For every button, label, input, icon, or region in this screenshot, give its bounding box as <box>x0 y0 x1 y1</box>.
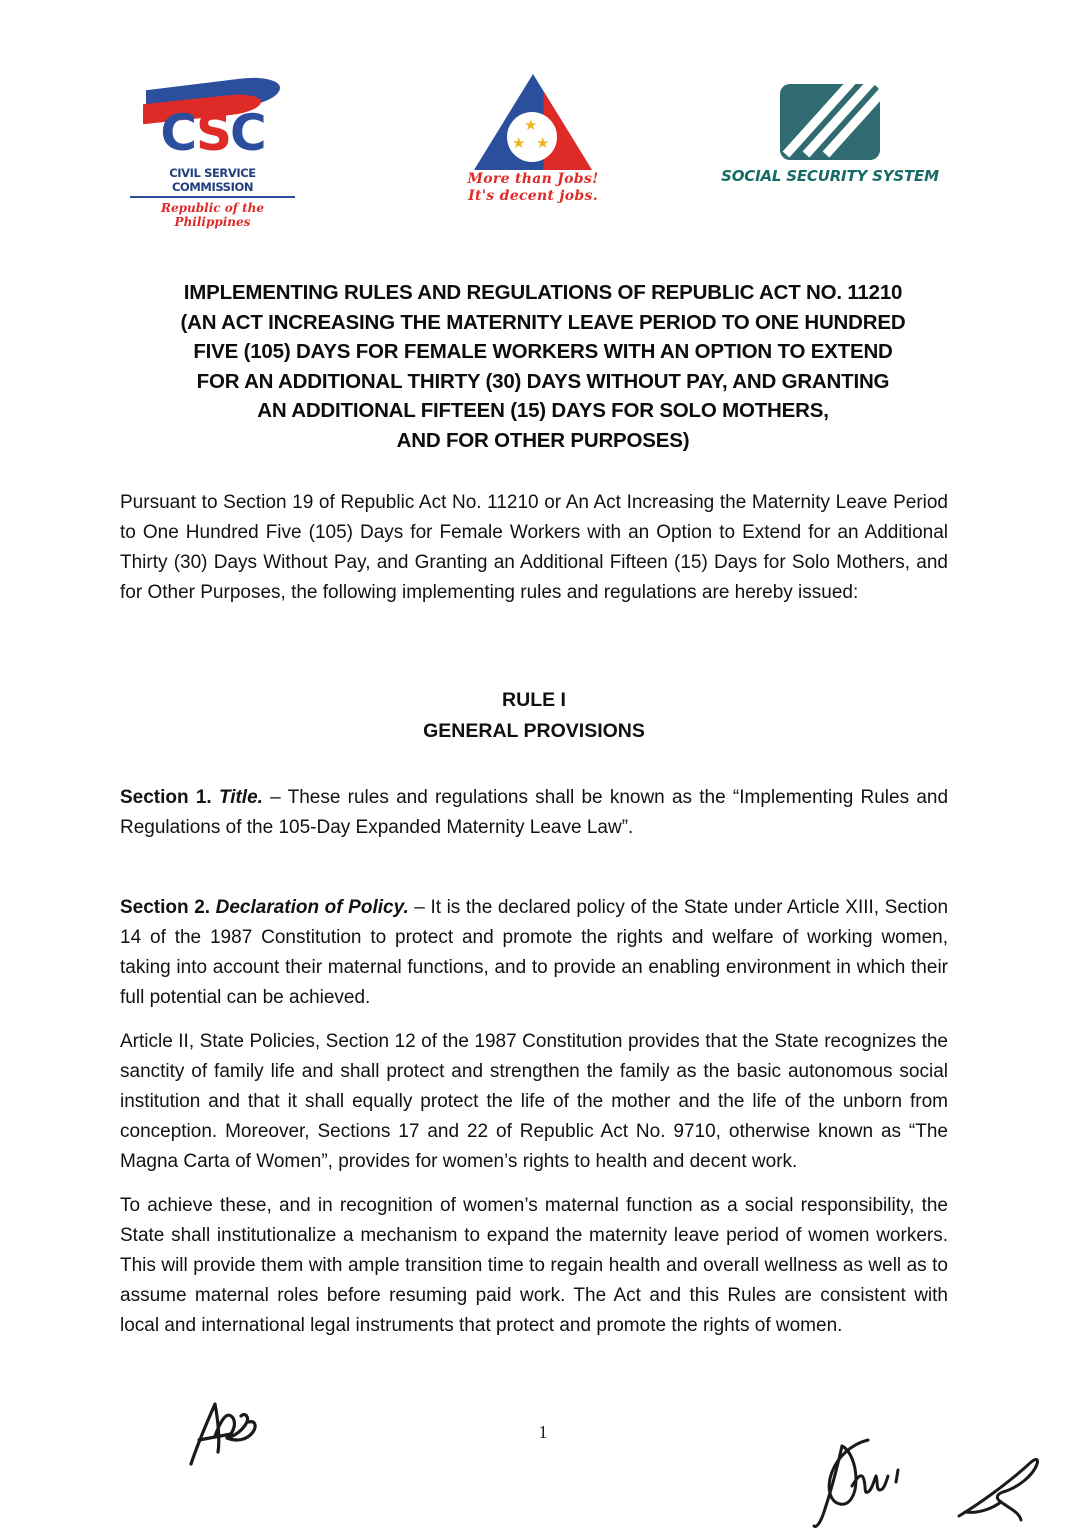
csc-monogram <box>143 106 283 160</box>
agency-logo-row <box>0 74 1086 229</box>
csc-republic-line: Republic of the Philippines <box>161 201 264 229</box>
preamble-paragraph: Pursuant to Section 19 of Republic Act No. 11210 or An Act Increasing the Maternity Leave Period to One Hundred Five (105) Days for Female Workers with an Option to Extend for an Additional Thirty (30) Days Without Pay, and Granting an Additional Fifteen (15) Days for Solo Mothers, and for Other Purposes, the following implementing rules and regulations are hereby issued: <box>120 492 948 603</box>
sss-agency-name: SOCIAL SECURITY SYSTEM <box>721 167 939 185</box>
title-line-1: IMPLEMENTING RULES AND REGULATIONS OF REPUBLIC ACT NO. 11210 <box>183 281 903 304</box>
signature-left <box>185 1392 280 1467</box>
section-2-body: It is the declared policy of the State under Article XIII, Section 14 of the 1987 Constitution to protect and promote the rights and welfare of working women, taking into account their maternal functions, and to provide an enabling environment in which their full potential can be achieved. <box>120 897 949 1008</box>
dole-star-icon: ★ <box>524 117 538 134</box>
csc-letter-c-right: C <box>229 104 265 162</box>
section-1-block <box>120 783 948 843</box>
sss-logo <box>705 84 955 185</box>
section-1-paragraph <box>120 783 948 843</box>
rule-number: RULE I <box>502 689 566 711</box>
section-2-paragraph <box>120 893 948 1013</box>
rule-heading <box>120 685 948 747</box>
preamble-block <box>120 488 948 608</box>
section-1-title: Title. <box>218 787 263 808</box>
csc-agency-name: CIVIL SERVICE COMMISSION <box>130 166 295 198</box>
section-1-label: Section 1. <box>120 787 212 808</box>
rule-name: GENERAL PROVISIONS <box>423 720 645 742</box>
dole-tagline-line1: More than Jobs! <box>467 171 599 187</box>
csc-letter-s: S <box>195 104 230 162</box>
dole-logo <box>443 74 623 204</box>
section-2-block <box>120 893 948 1341</box>
section-1-space <box>212 787 219 808</box>
document-title <box>113 278 973 455</box>
article-two-paragraph: Article II, State Policies, Section 12 of the 1987 Constitution provides that the State recognizes the sanctity of family life and shall protect and strengthen the family as the basic autonomous social institution and that it shall equally protect the life of the mother and the life of the unborn from conception. Moreover, Sections 17 and 22 of Republic Act No. 9710, otherwise known as “The Magna Carta of Women”, provides for women’s rights to health and decent work. <box>120 1031 948 1172</box>
signature-middle <box>812 1430 917 1530</box>
page-number: 1 <box>538 1422 548 1442</box>
dole-star-icon: ★ <box>512 135 526 152</box>
title-line-6: AND FOR OTHER PURPOSES) <box>396 428 690 452</box>
sss-logo-mark <box>780 84 880 160</box>
title-line-4: FOR AN ADDITIONAL THIRTY (30) DAYS WITHOUT PAY, AND GRANTING <box>196 369 890 393</box>
dole-star-icon: ★ <box>536 135 550 152</box>
signature-right <box>955 1450 1055 1530</box>
dole-logo-mark <box>474 74 592 170</box>
title-line-5: AN ADDITIONAL FIFTEEN (15) DAYS FOR SOLO MOTHERS, <box>257 399 829 422</box>
dole-tagline-line2: It's decent jobs. <box>468 188 598 204</box>
title-line-2: (AN ACT INCREASING THE MATERNITY LEAVE PERIOD TO ONE HUNDRED <box>180 310 906 334</box>
csc-logo <box>130 80 295 229</box>
section-2-title: Declaration of Policy. <box>215 897 409 918</box>
section-1-body: These rules and regulations shall be known as the “Implementing Rules and Regulations of the 105-Day Expanded Maternity Leave Law”. <box>120 787 949 838</box>
section-2-dash: – <box>408 897 431 918</box>
section-2-label: Section 2. <box>120 897 211 918</box>
title-line-3: FIVE (105) DAYS FOR FEMALE WORKERS WITH AN OPTION TO EXTEND <box>193 340 893 363</box>
to-achieve-paragraph: To achieve these, and in recognition of women’s maternal function as a social responsibility, the State shall institutionalize a mechanism to expand the maternity leave period of women workers. This will provide them with ample transition time to regain health and overall wellness as well as to assume maternal roles before resuming paid work. The Act and this Rules are consistent with local and international legal instruments that protect and promote the rights of women. <box>120 1195 948 1336</box>
csc-letter-c-left: C <box>160 104 196 162</box>
csc-logo-mark <box>143 80 283 164</box>
section-1-dash: – <box>262 787 288 808</box>
